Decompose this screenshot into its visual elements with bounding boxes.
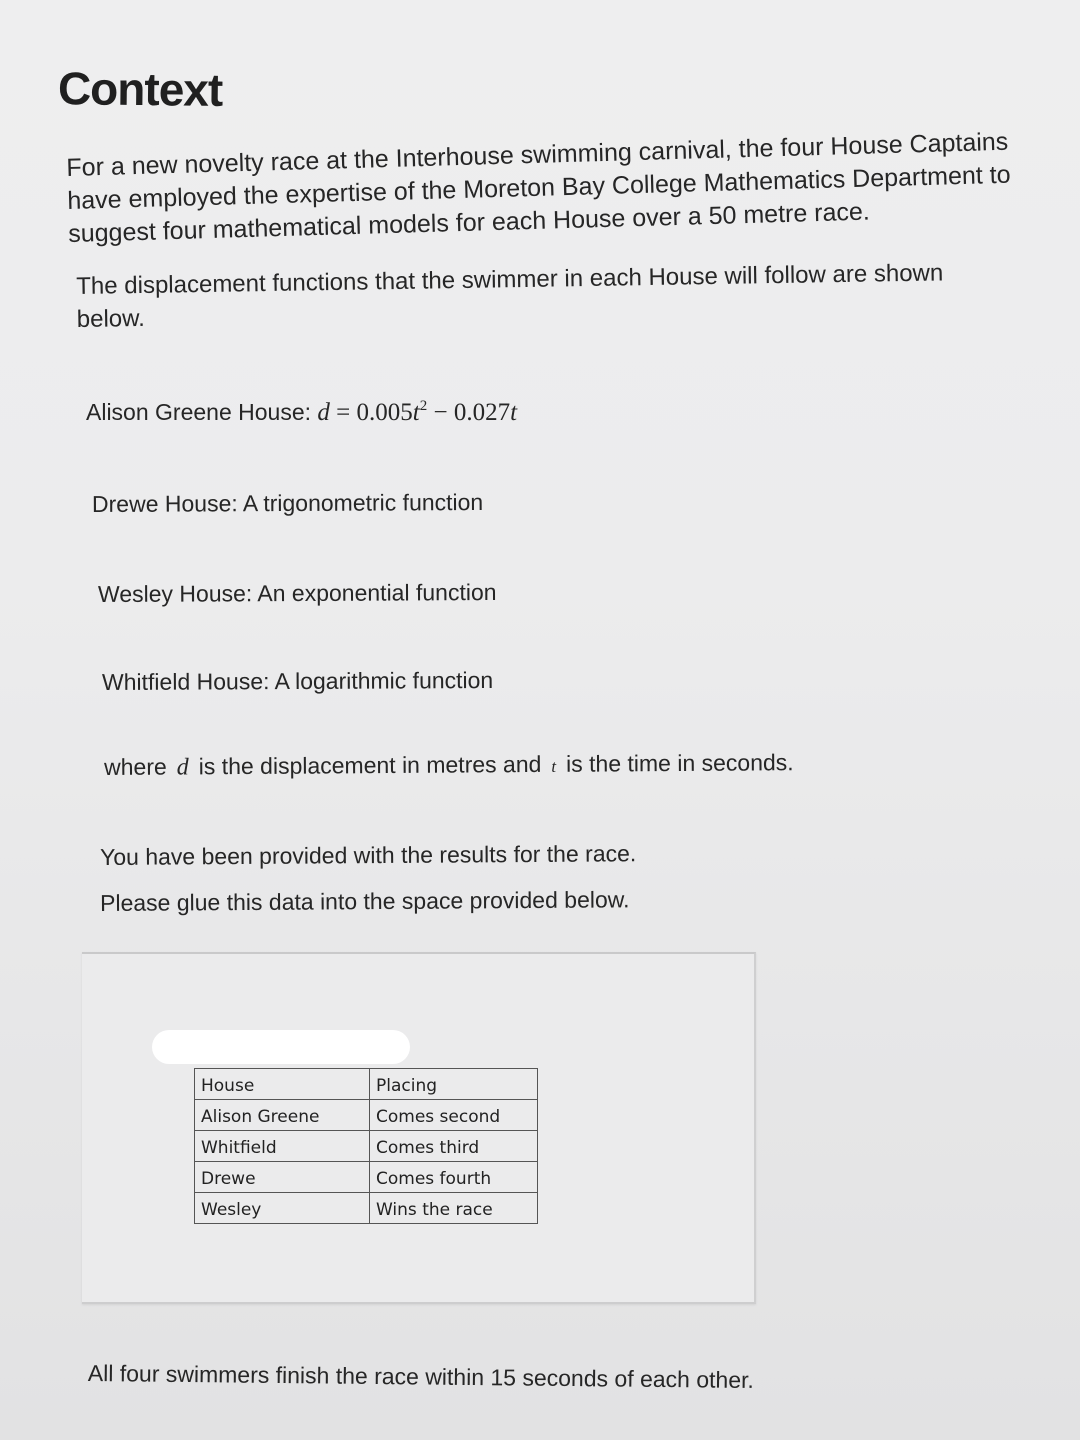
where-text-1: where xyxy=(104,753,167,780)
alison-greene-equation xyxy=(317,399,517,426)
intro-paragraph: For a new novelty race at the Interhouse swimming carnival, the four House Captains have employed the expertise of the Moreton Bay College Mathematics Department to suggest four mathematical models for each House over a 50 metre race. xyxy=(66,127,1011,248)
drewe-function: Drewe House: A trigonometric function xyxy=(91,488,484,518)
whitfield-function: Whitfield House: A logarithmic function xyxy=(101,666,494,696)
provided-text: You have been provided with the results for the race. xyxy=(100,840,637,870)
variable-definitions xyxy=(104,749,794,782)
page-title: Context xyxy=(57,62,223,116)
header-placing: Placing xyxy=(370,1069,538,1100)
eq-coef-1: = 0.005 xyxy=(329,399,413,426)
results-table xyxy=(194,1068,538,1224)
placing-cell: Comes fourth xyxy=(370,1162,538,1193)
eq-var-d: d xyxy=(317,399,330,426)
wesley-function: Wesley House: An exponential function xyxy=(97,578,497,608)
table-row xyxy=(195,1162,538,1193)
house-cell: Drewe xyxy=(195,1162,370,1193)
placing-cell: Comes second xyxy=(370,1100,538,1131)
table-row xyxy=(195,1131,538,1162)
table-header-row xyxy=(195,1069,538,1100)
house-cell: Alison Greene xyxy=(195,1100,370,1131)
header-house: House xyxy=(195,1069,370,1100)
where-text-3: is the time in seconds. xyxy=(566,749,794,777)
table-row xyxy=(195,1100,538,1131)
table-row xyxy=(195,1193,538,1224)
redaction-mark xyxy=(152,1030,410,1064)
placing-cell: Comes third xyxy=(370,1131,538,1162)
alison-greene-function xyxy=(86,398,517,427)
house-cell: Whitfield xyxy=(195,1131,370,1162)
var-t: t xyxy=(551,756,557,776)
intro-paragraph-2: The displacement functions that the swimmer in each House will follow are shown below. xyxy=(76,259,944,333)
var-d: d xyxy=(176,754,189,781)
eq-var-t: t xyxy=(412,399,420,426)
where-text-2: is the displacement in metres and xyxy=(198,750,542,780)
house-cell: Wesley xyxy=(195,1193,370,1224)
placing-cell: Wins the race xyxy=(370,1193,538,1224)
alison-greene-label: Alison Greene House: xyxy=(86,399,312,425)
glue-instruction: Please glue this data into the space provided below. xyxy=(100,886,630,916)
eq-exponent: 2 xyxy=(419,398,428,414)
final-statement: All four swimmers finish the race within 15 seconds of each other. xyxy=(87,1360,755,1393)
eq-var-t-2: t xyxy=(510,399,518,426)
eq-coef-2: − 0.027 xyxy=(427,399,511,426)
